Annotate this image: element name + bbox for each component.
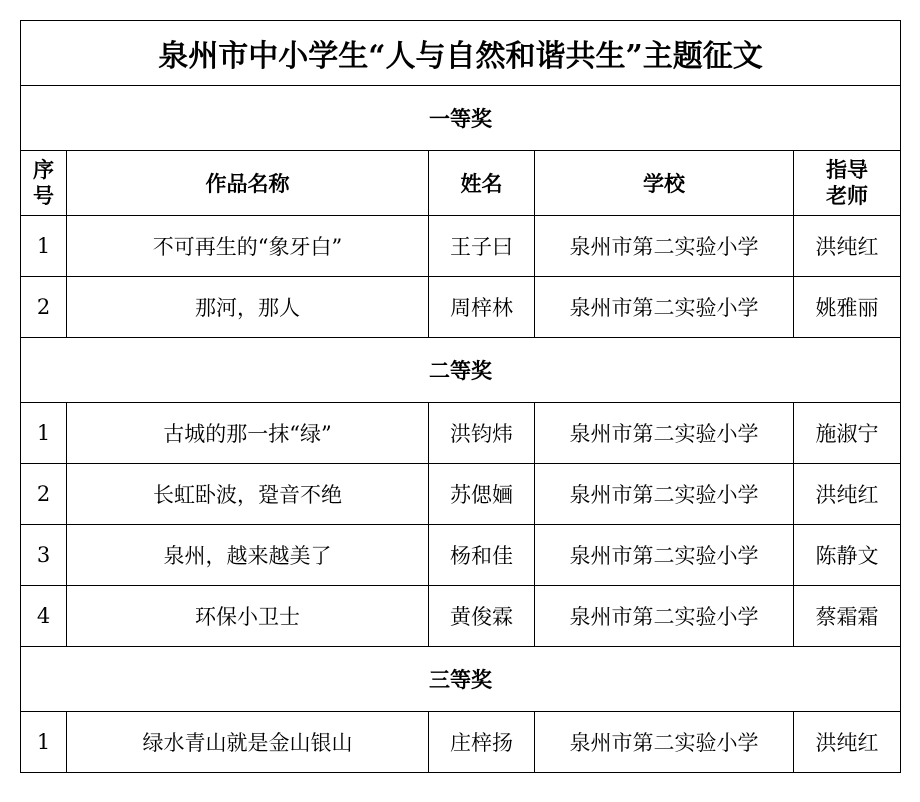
cell-name: 杨和佳 [429,525,535,586]
cell-school: 泉州市第二实验小学 [535,216,794,277]
section-heading: 二等奖 [21,338,901,403]
header-index-label: 序号 [33,157,54,208]
section-row [21,86,901,151]
table-row [21,403,901,464]
award-table [20,20,901,773]
cell-school: 泉州市第二实验小学 [535,525,794,586]
cell-work: 不可再生的“象牙白” [67,216,429,277]
cell-name: 苏偲婳 [429,464,535,525]
cell-school: 泉州市第二实验小学 [535,464,794,525]
cell-school: 泉州市第二实验小学 [535,277,794,338]
header-work: 作品名称 [67,151,429,216]
cell-index: 3 [21,525,67,586]
cell-name: 洪钧炜 [429,403,535,464]
cell-index: 1 [21,712,67,773]
cell-name: 周梓林 [429,277,535,338]
cell-index: 4 [21,586,67,647]
cell-work: 环保小卫士 [67,586,429,647]
cell-work: 长虹卧波，跫音不绝 [67,464,429,525]
header-index [21,151,67,216]
cell-school: 泉州市第二实验小学 [535,403,794,464]
cell-name: 黄俊霖 [429,586,535,647]
cell-work: 泉州，越来越美了 [67,525,429,586]
header-name: 姓名 [429,151,535,216]
cell-teacher: 姚雅丽 [794,277,901,338]
cell-work: 绿水青山就是金山银山 [67,712,429,773]
cell-work: 那河，那人 [67,277,429,338]
table-row [21,216,901,277]
header-school: 学校 [535,151,794,216]
cell-teacher: 蔡霜霜 [794,586,901,647]
cell-teacher: 施淑宁 [794,403,901,464]
cell-name: 庄梓扬 [429,712,535,773]
table-row [21,712,901,773]
section-heading: 一等奖 [21,86,901,151]
table-row [21,277,901,338]
cell-work: 古城的那一抹“绿” [67,403,429,464]
cell-school: 泉州市第二实验小学 [535,586,794,647]
title-row [21,21,901,86]
section-row [21,338,901,403]
cell-index: 1 [21,216,67,277]
cell-teacher: 洪纯红 [794,464,901,525]
header-teacher-label: 指导老师 [826,157,869,208]
cell-name: 王子曰 [429,216,535,277]
section-heading: 三等奖 [21,647,901,712]
cell-index: 2 [21,277,67,338]
header-row [21,151,901,216]
cell-index: 2 [21,464,67,525]
cell-teacher: 陈静文 [794,525,901,586]
document-title: 泉州市中小学生“人与自然和谐共生”主题征文 [21,21,901,86]
table-row [21,586,901,647]
section-row [21,647,901,712]
table-row [21,525,901,586]
cell-teacher: 洪纯红 [794,216,901,277]
header-teacher [794,151,901,216]
cell-school: 泉州市第二实验小学 [535,712,794,773]
cell-index: 1 [21,403,67,464]
cell-teacher: 洪纯红 [794,712,901,773]
table-row [21,464,901,525]
